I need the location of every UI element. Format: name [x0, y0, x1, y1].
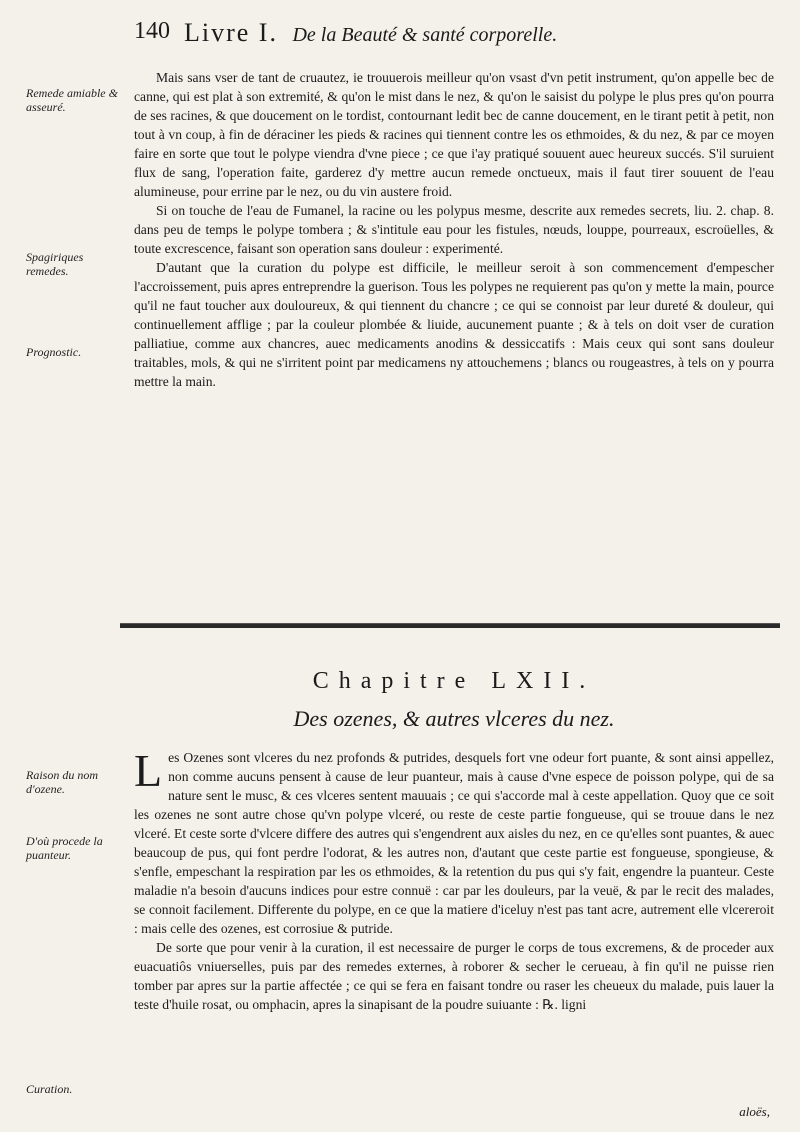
page-number: 140 [134, 18, 170, 44]
section-ozenes-text [134, 745, 774, 1014]
sidenote-curation: Curation. [26, 1082, 73, 1096]
chapter-title: Des ozenes, & autres vlceres du nez. [293, 706, 615, 731]
sidenote-spagiriques: Spagiriques remedes. [26, 250, 84, 278]
paragraph: Si on touche de l'eau de Fumanel, la racine ou les polypus mesme, descrite aux remedes secrets, liu. 2. chap. 8. dans peu de temps le polype tombera ; & s'intitule eau pour les fistules, nœuds, louppe, pourreaux, escroüelles, & toute excrescence, faisant son operation sans douleur : experimenté. [134, 203, 774, 256]
paragraph [134, 745, 774, 938]
running-title [184, 18, 557, 48]
paragraph: De sorte que pour venir à la curation, il est necessaire de purger le corps de tous excremens, & de proceder aux euacuatiôs vniuerselles, puis par des remedes externes, à roborer & secher le cerueau, à fin qu'il ne puisse rien tomber par apres sur la partie affectée ; ce qui se fera en faisant tondre ou raser les cheueux du malade, puis lauer la teste d'huile rosat, ou omphacin, apres la sinapisant de la poudre suiuante : ℞. ligni [134, 940, 774, 1012]
catchword: aloës, [739, 1104, 770, 1119]
running-title-subject: De la Beauté & santé corporelle. [292, 24, 558, 46]
sidenote-puanteur: D'où procede la puanteur. [26, 834, 103, 862]
section-divider [120, 623, 780, 628]
sidenote-raison: Raison du nom d'ozene. [26, 768, 98, 796]
running-title-book: Livre I. [184, 18, 278, 47]
sidenote-prognostic: Prognostic. [26, 345, 82, 359]
chapter-heading: Chapitre LXII. [312, 668, 596, 694]
page-header [134, 18, 774, 54]
paragraph: D'autant que la curation du polype est difficile, le meilleur seroit à son commencement d'empescher l'accroissement, puis apres entreprendre la guerison. Tous les polypes ne requierent pas qu'on y mette la main, pource qu'il ne faut toucher aux douloureux, & qui tiennent du chancre ; ce qui se connoist par leur dureté & douleur, qui continuellement afflige ; par la couleur plombée & liuide, aucunement puante ; & à tels on doit vser de curation palliatiue, comme aux chancres, auec medicaments anodins & dessiccatifs : Mais ceux qui sont sans douleur traitables, mols, & qui ne s'irritent point par medicamens ny attouchemens ; blancs ou rougeastres, à tels on y pourra mettre la main. [134, 260, 774, 389]
paragraph: Mais sans vser de tant de cruautez, ie trouuerois meilleur qu'on vsast d'vn petit instrument, qu'on appelle bec de canne, qui est plat à son extremité, & qu'on le mist dans le nez, & qu'on le saisist du polype le plus pres qu'on pourra de ses racines, & que doucement on le tordist, contournant ledit bec de canne doucement, en le tirant petit à petit, non tout à vn coup, à fin de déraciner les pieds & racines qui tiennent contre les os ethmoides, & du nez, & par ce moyen faire en sorte que tout le polype viendra d'vne piece ; ce que i'ay pratiqué souuent auec heureux succés. S'il suruient flux de sang, l'operation faite, garderez d'y mettre aucun remede onctueux, mais il faut tirer souuent de l'eau alumineuse, pour errine par le nez, ou du vin austere froid. [134, 70, 774, 199]
paragraph-text: es Ozenes sont vlceres du nez profonds & putrides, desquels fort vne odeur fort puante, & sont ainsi appellez, non comme aucuns pensent à cause de leur puanteur, mais à cause d'vne espece de poisson polype, qui de sa nature sent le musc, & ces vlceres sentent mauuais ; ce qui s'accorde mal à ceste appellation. Quoy que ce soit les ozenes ne sont autre chose qu'vn polype vlceré, ou reste de ceste partie fongueuse, qui se trouue dans le nez vlceré. Et ceste sorte d'vlcere differe des autres qui s'engendrent aux aisles du nez, en ce qu'elles sont puantes, & auec beaucoup de pus, qui font perdre l'odorat, & les autres non, d'autant que ceste partie est fongueuse, spongieuse, & s'enfle, empeschant la respiration par les os ethmoides, & la retention du pus qui s'y fait, engendre la puanteur. Ceste maladie n'a besoin d'aucuns indices pour estre connuë : car par les douleurs, par la veuë, & par le recit des malades, se connoit facilement. Differente du polype, en ce que la matiere d'iceluy n'est pas tant acre, autrement elle vlcereroit : mais celle des ozenes, est corrosiue & putride. [134, 750, 774, 936]
sidenote-remede: Remede amiable & asseuré. [26, 86, 118, 114]
section-polype-text [134, 68, 774, 391]
drop-capital: L [134, 745, 163, 796]
